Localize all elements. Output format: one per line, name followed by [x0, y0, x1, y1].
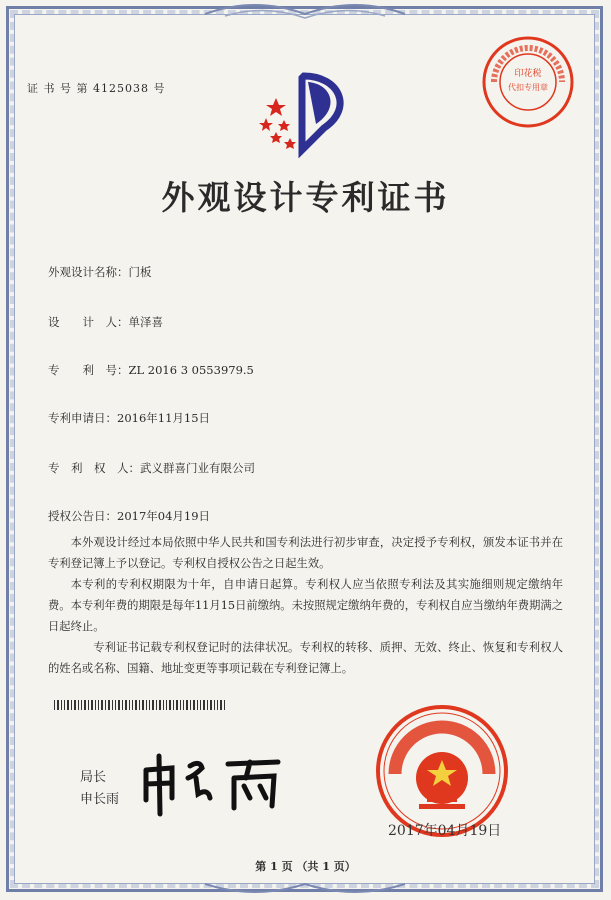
svg-text:印花税: 印花税 [514, 69, 542, 79]
field-design-name: 外观设计名称：门板 [48, 265, 152, 279]
barcode [54, 700, 274, 710]
field-patent-number: 专 利 号：ZL 2016 3 0553979.5 [48, 363, 254, 377]
top-ornament [205, 2, 405, 24]
paragraph-3: 专利证书记载专利权登记时的法律状况。专利权的转移、质押、无效、终止、恢复和专利权人的姓名或名称、国籍、地址变更等事项记载在专利登记簿上。 [48, 641, 563, 675]
field-grant-date: 授权公告日：2017年04月19日 [48, 509, 211, 523]
field-patentee: 专 利 权 人：武义群喜门业有限公司 [48, 461, 255, 475]
bottom-ornament [205, 878, 405, 898]
official-seal [375, 704, 509, 838]
field-designer: 设 计 人：单泽喜 [48, 315, 163, 329]
field-application-date: 专利申请日：2016年11月15日 [48, 411, 211, 425]
seal-date: 2017年04月19日 [388, 823, 502, 839]
paragraph-2: 本专利的专利权期限为十年，自申请日起算。专利权人应当依照专利法及其实施细则规定缴纳年费。本专利年费的期限是每年11月15日前缴纳。未按照规定缴纳年费的，专利权自应当缴纳年费期满之日起终止。 [48, 578, 563, 633]
svg-text:代扣专用章: 代扣专用章 [508, 83, 548, 92]
cnipa-logo [254, 68, 354, 158]
page-footer: 第 1 页 （共 1 页） [255, 860, 356, 873]
tax-stamp [480, 34, 576, 130]
certificate-number: 证 书 号 第 4125038 号 [27, 82, 166, 95]
certificate-title: 外观设计专利证书 [161, 178, 450, 217]
director-title: 局长 [80, 770, 107, 785]
director-signature [138, 748, 288, 818]
director-name: 申长雨 [80, 792, 120, 807]
paragraph-1: 本外观设计经过本局依照中华人民共和国专利法进行初步审查，决定授予专利权，颁发本证书并在专利登记簿上予以登记。专利权自授权公告之日起生效。 [48, 536, 563, 570]
